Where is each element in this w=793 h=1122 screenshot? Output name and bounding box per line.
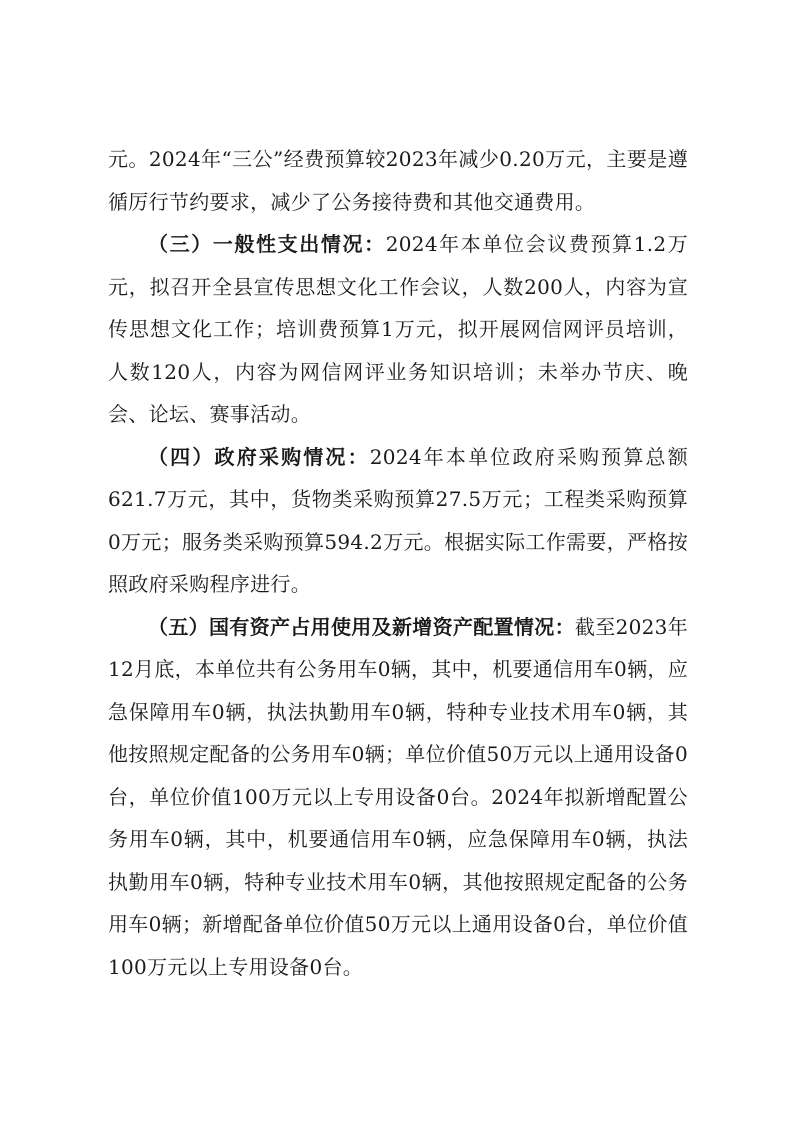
paragraph-general-expenditure bbox=[108, 223, 688, 436]
paragraph-text: 元。2024年“三公”经费预算较2023年减少0.20万元，主要是遵循厉行节约要求，减少了公务接待费和其他交通费用。 bbox=[108, 147, 688, 214]
section-heading-general-expenditure: （三）一般性支出情况： bbox=[148, 232, 386, 256]
paragraph-sangong-continuation bbox=[108, 138, 688, 223]
paragraph-government-procurement bbox=[108, 436, 688, 606]
paragraph-state-assets bbox=[108, 606, 688, 989]
paragraph-text: 截至2023年12月底，本单位共有公务用车0辆，其中，机要通信用车0辆，应急保障用车0辆，执法执勤用车0辆，特种专业技术用车0辆，其他按照规定配备的公务用车0辆；单位价值50万元以上通用设备0台，单位价值100万元以上专用设备0台。2024年拟新增配置公务用车0辆，其中，机要通信用车0辆，应急保障用车0辆，执法执勤用车0辆，特种专业技术用车0辆，其他按照规定配备的公务用车0辆；新增配备单位价值50万元以上通用设备0台，单位价值100万元以上专用设备0台。 bbox=[108, 614, 688, 979]
section-heading-government-procurement: （四）政府采购情况： bbox=[148, 444, 370, 469]
paragraph-text: 2024年本单位政府采购预算总额621.7万元，其中，货物类采购预算27.5万元；工程类采购预算0万元；服务类采购预算594.2万元。根据实际工作需要，严格按照政府采购程序进行。 bbox=[108, 444, 689, 596]
section-heading-state-assets: （五）国有资产占用使用及新增资产配置情况： bbox=[148, 614, 575, 639]
paragraph-text: 2024年本单位会议费预算1.2万元，拟召开全县宣传思想文化工作会议，人数200人，内容为宣传思想文化工作；培训费预算1万元，拟开展网信网评员培训，人数120人，内容为网信网评业务知识培训；未举办节庆、晚会、论坛、赛事活动。 bbox=[108, 232, 688, 426]
document-page bbox=[108, 138, 688, 988]
